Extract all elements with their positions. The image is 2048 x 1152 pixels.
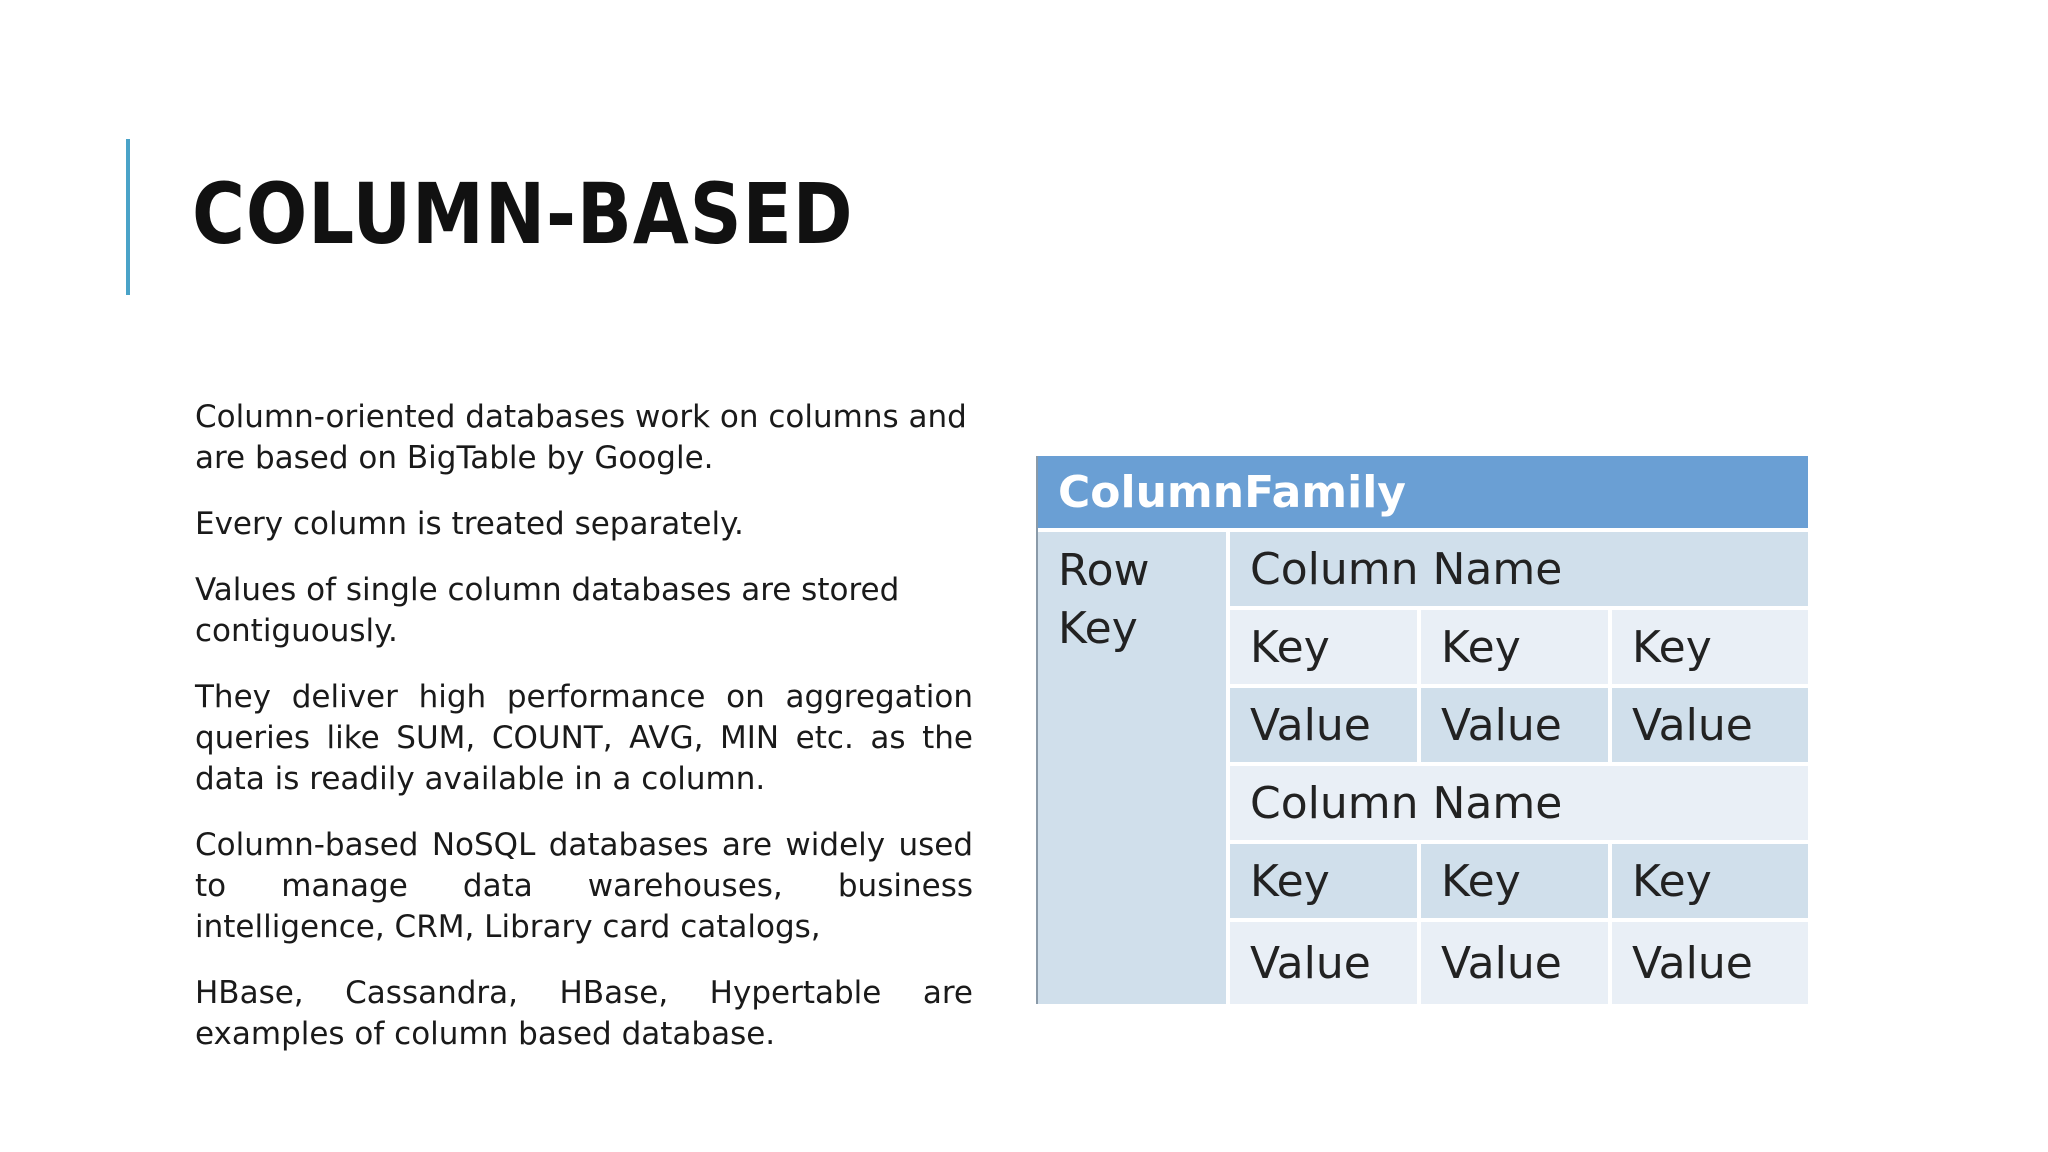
paragraph-5: Column-based NoSQL databases are widely used to manage data warehouses, business intelligence, CRM, Library card catalogs, — [195, 827, 973, 945]
value-cell: Value — [1612, 922, 1808, 1004]
paragraph-3: Values of single column databases are stored contiguously. — [195, 572, 900, 649]
column-name-cell: Column Name — [1230, 766, 1808, 840]
value-cell: Value — [1421, 922, 1608, 1004]
column-family-header: ColumnFamily — [1038, 456, 1808, 528]
paragraph-2: Every column is treated separately. — [195, 506, 744, 542]
column-name-cell: Column Name — [1230, 532, 1808, 606]
paragraph-6: HBase, Cassandra, HBase, Hypertable are examples of column based database. — [195, 975, 973, 1052]
title-accent-bar — [126, 139, 130, 295]
body-text — [195, 397, 973, 1080]
key-cell: Key — [1421, 844, 1608, 918]
row-key-cell — [1038, 532, 1226, 1004]
column-family-diagram — [1036, 456, 1810, 1004]
key-cell: Key — [1230, 844, 1417, 918]
paragraph-4: They deliver high performance on aggregation queries like SUM, COUNT, AVG, MIN etc. as the data is readily available in a column. — [195, 679, 973, 797]
row-key-label-line1: Row — [1058, 545, 1150, 596]
value-cell: Value — [1230, 922, 1417, 1004]
value-cell: Value — [1230, 688, 1417, 762]
key-cell: Key — [1612, 844, 1808, 918]
key-cell: Key — [1612, 610, 1808, 684]
slide-title: COLUMN-BASED — [192, 165, 854, 263]
value-cell: Value — [1612, 688, 1808, 762]
paragraph-1: Column-oriented databases work on columns and are based on BigTable by Google. — [195, 399, 967, 476]
key-cell: Key — [1230, 610, 1417, 684]
value-cell: Value — [1421, 688, 1608, 762]
row-key-label-line2: Key — [1058, 603, 1138, 654]
key-cell: Key — [1421, 610, 1608, 684]
